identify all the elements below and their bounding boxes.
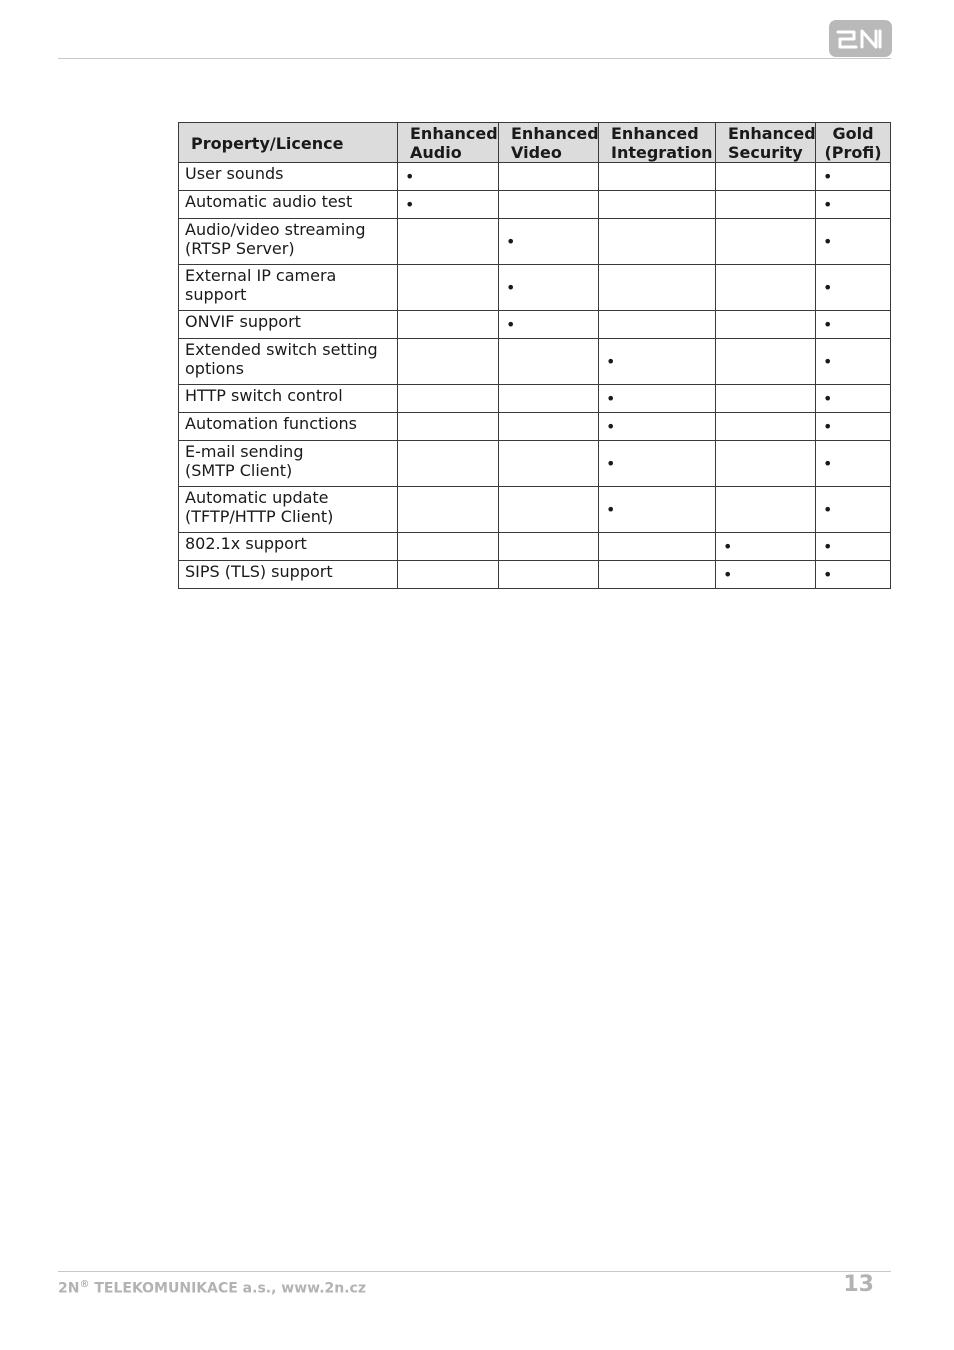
- licence-cell: [499, 163, 599, 191]
- licence-cell: [716, 487, 816, 533]
- bullet-mark: •: [405, 195, 415, 214]
- licence-cell: [499, 385, 599, 413]
- table-row: [179, 385, 891, 413]
- licence-cell: [816, 191, 891, 219]
- brand-logo: [829, 20, 892, 57]
- licence-cell: [398, 385, 499, 413]
- licence-cell: [599, 441, 716, 487]
- bullet-mark: •: [405, 167, 415, 186]
- licence-cell: [398, 163, 499, 191]
- licence-cell: [816, 561, 891, 589]
- bullet-mark: •: [823, 417, 833, 436]
- header-enhanced-audio: Enhanced Audio: [398, 123, 499, 163]
- licence-cell: [499, 311, 599, 339]
- licence-cell: [816, 441, 891, 487]
- table-row: [179, 533, 891, 561]
- bullet-mark: •: [823, 352, 833, 371]
- licence-cell: [398, 219, 499, 265]
- licence-cell: [816, 339, 891, 385]
- licence-cell: [816, 311, 891, 339]
- licence-cell: [398, 413, 499, 441]
- bullet-mark: •: [723, 537, 733, 556]
- bullet-mark: •: [606, 454, 616, 473]
- feature-cell: HTTP switch control: [179, 385, 398, 413]
- licence-cell: [599, 163, 716, 191]
- table-row: [179, 191, 891, 219]
- bullet-mark: •: [823, 537, 833, 556]
- licence-cell: [599, 385, 716, 413]
- header-enhanced-integration: Enhanced Integration: [599, 123, 716, 163]
- licence-cell: [716, 561, 816, 589]
- licence-cell: [398, 191, 499, 219]
- feature-cell: E-mail sending (SMTP Client): [179, 441, 398, 487]
- licence-cell: [398, 311, 499, 339]
- licence-cell: [716, 413, 816, 441]
- feature-cell: Automatic update (TFTP/HTTP Client): [179, 487, 398, 533]
- bullet-mark: •: [823, 232, 833, 251]
- licence-cell: [599, 265, 716, 311]
- table-row: [179, 413, 891, 441]
- feature-cell: SIPS (TLS) support: [179, 561, 398, 589]
- feature-cell: ONVIF support: [179, 311, 398, 339]
- licence-cell: [716, 385, 816, 413]
- bullet-mark: •: [506, 232, 516, 251]
- licence-cell: [716, 191, 816, 219]
- licence-cell: [398, 487, 499, 533]
- header-rule: [58, 58, 891, 59]
- licence-cell: [716, 219, 816, 265]
- licence-cell: [398, 339, 499, 385]
- licence-cell: [716, 311, 816, 339]
- feature-cell: 802.1x support: [179, 533, 398, 561]
- licence-cell: [816, 163, 891, 191]
- bullet-mark: •: [823, 565, 833, 584]
- bullet-mark: •: [823, 500, 833, 519]
- bullet-mark: •: [823, 167, 833, 186]
- bullet-mark: •: [823, 278, 833, 297]
- header-property: Property/Licence: [179, 123, 398, 163]
- bullet-mark: •: [606, 352, 616, 371]
- licence-cell: [716, 441, 816, 487]
- feature-cell: Automatic audio test: [179, 191, 398, 219]
- logo-2n-icon: [829, 20, 892, 57]
- licence-cell: [398, 441, 499, 487]
- header-gold-profi: Gold (Profi): [816, 123, 891, 163]
- feature-cell: Extended switch setting options: [179, 339, 398, 385]
- licence-cell: [816, 413, 891, 441]
- bullet-mark: •: [823, 389, 833, 408]
- bullet-mark: •: [506, 278, 516, 297]
- licence-cell: [499, 219, 599, 265]
- bullet-mark: •: [606, 500, 616, 519]
- bullet-mark: •: [823, 195, 833, 214]
- table-row: [179, 163, 891, 191]
- feature-cell: Automation functions: [179, 413, 398, 441]
- table-header-row: [179, 123, 891, 163]
- licence-cell: [716, 265, 816, 311]
- licence-cell: [816, 487, 891, 533]
- bullet-mark: •: [823, 315, 833, 334]
- licence-table: [178, 122, 891, 589]
- feature-cell: Audio/video streaming (RTSP Server): [179, 219, 398, 265]
- licence-cell: [816, 533, 891, 561]
- licence-cell: [599, 191, 716, 219]
- licence-cell: [599, 413, 716, 441]
- table-row: [179, 311, 891, 339]
- licence-cell: [499, 533, 599, 561]
- licence-cell: [499, 339, 599, 385]
- table-row: [179, 441, 891, 487]
- licence-cell: [398, 533, 499, 561]
- licence-cell: [398, 561, 499, 589]
- table-row: [179, 339, 891, 385]
- licence-cell: [599, 339, 716, 385]
- header-enhanced-security: Enhanced Security: [716, 123, 816, 163]
- table-row: [179, 487, 891, 533]
- licence-cell: [499, 265, 599, 311]
- bullet-mark: •: [506, 315, 516, 334]
- page-number: 13: [843, 1272, 874, 1297]
- licence-cell: [716, 339, 816, 385]
- bullet-mark: •: [606, 389, 616, 408]
- licence-cell: [499, 487, 599, 533]
- licence-cell: [499, 191, 599, 219]
- bullet-mark: •: [723, 565, 733, 584]
- licence-cell: [599, 311, 716, 339]
- footer-rule: [58, 1271, 891, 1272]
- licence-cell: [499, 413, 599, 441]
- licence-cell: [816, 265, 891, 311]
- licence-cell: [716, 163, 816, 191]
- feature-cell: User sounds: [179, 163, 398, 191]
- bullet-mark: •: [823, 454, 833, 473]
- table-row: [179, 265, 891, 311]
- licence-cell: [599, 219, 716, 265]
- licence-cell: [599, 561, 716, 589]
- footer-company: 2N® TELEKOMUNIKACE a.s., www.2n.cz: [58, 1279, 366, 1297]
- licence-cell: [816, 219, 891, 265]
- licence-cell: [599, 487, 716, 533]
- header-enhanced-video: Enhanced Video: [499, 123, 599, 163]
- table-row: [179, 219, 891, 265]
- licence-cell: [599, 533, 716, 561]
- bullet-mark: •: [606, 417, 616, 436]
- table-row: [179, 561, 891, 589]
- licence-cell: [816, 385, 891, 413]
- licence-cell: [499, 561, 599, 589]
- feature-cell: External IP camera support: [179, 265, 398, 311]
- licence-cell: [499, 441, 599, 487]
- licence-cell: [716, 533, 816, 561]
- licence-cell: [398, 265, 499, 311]
